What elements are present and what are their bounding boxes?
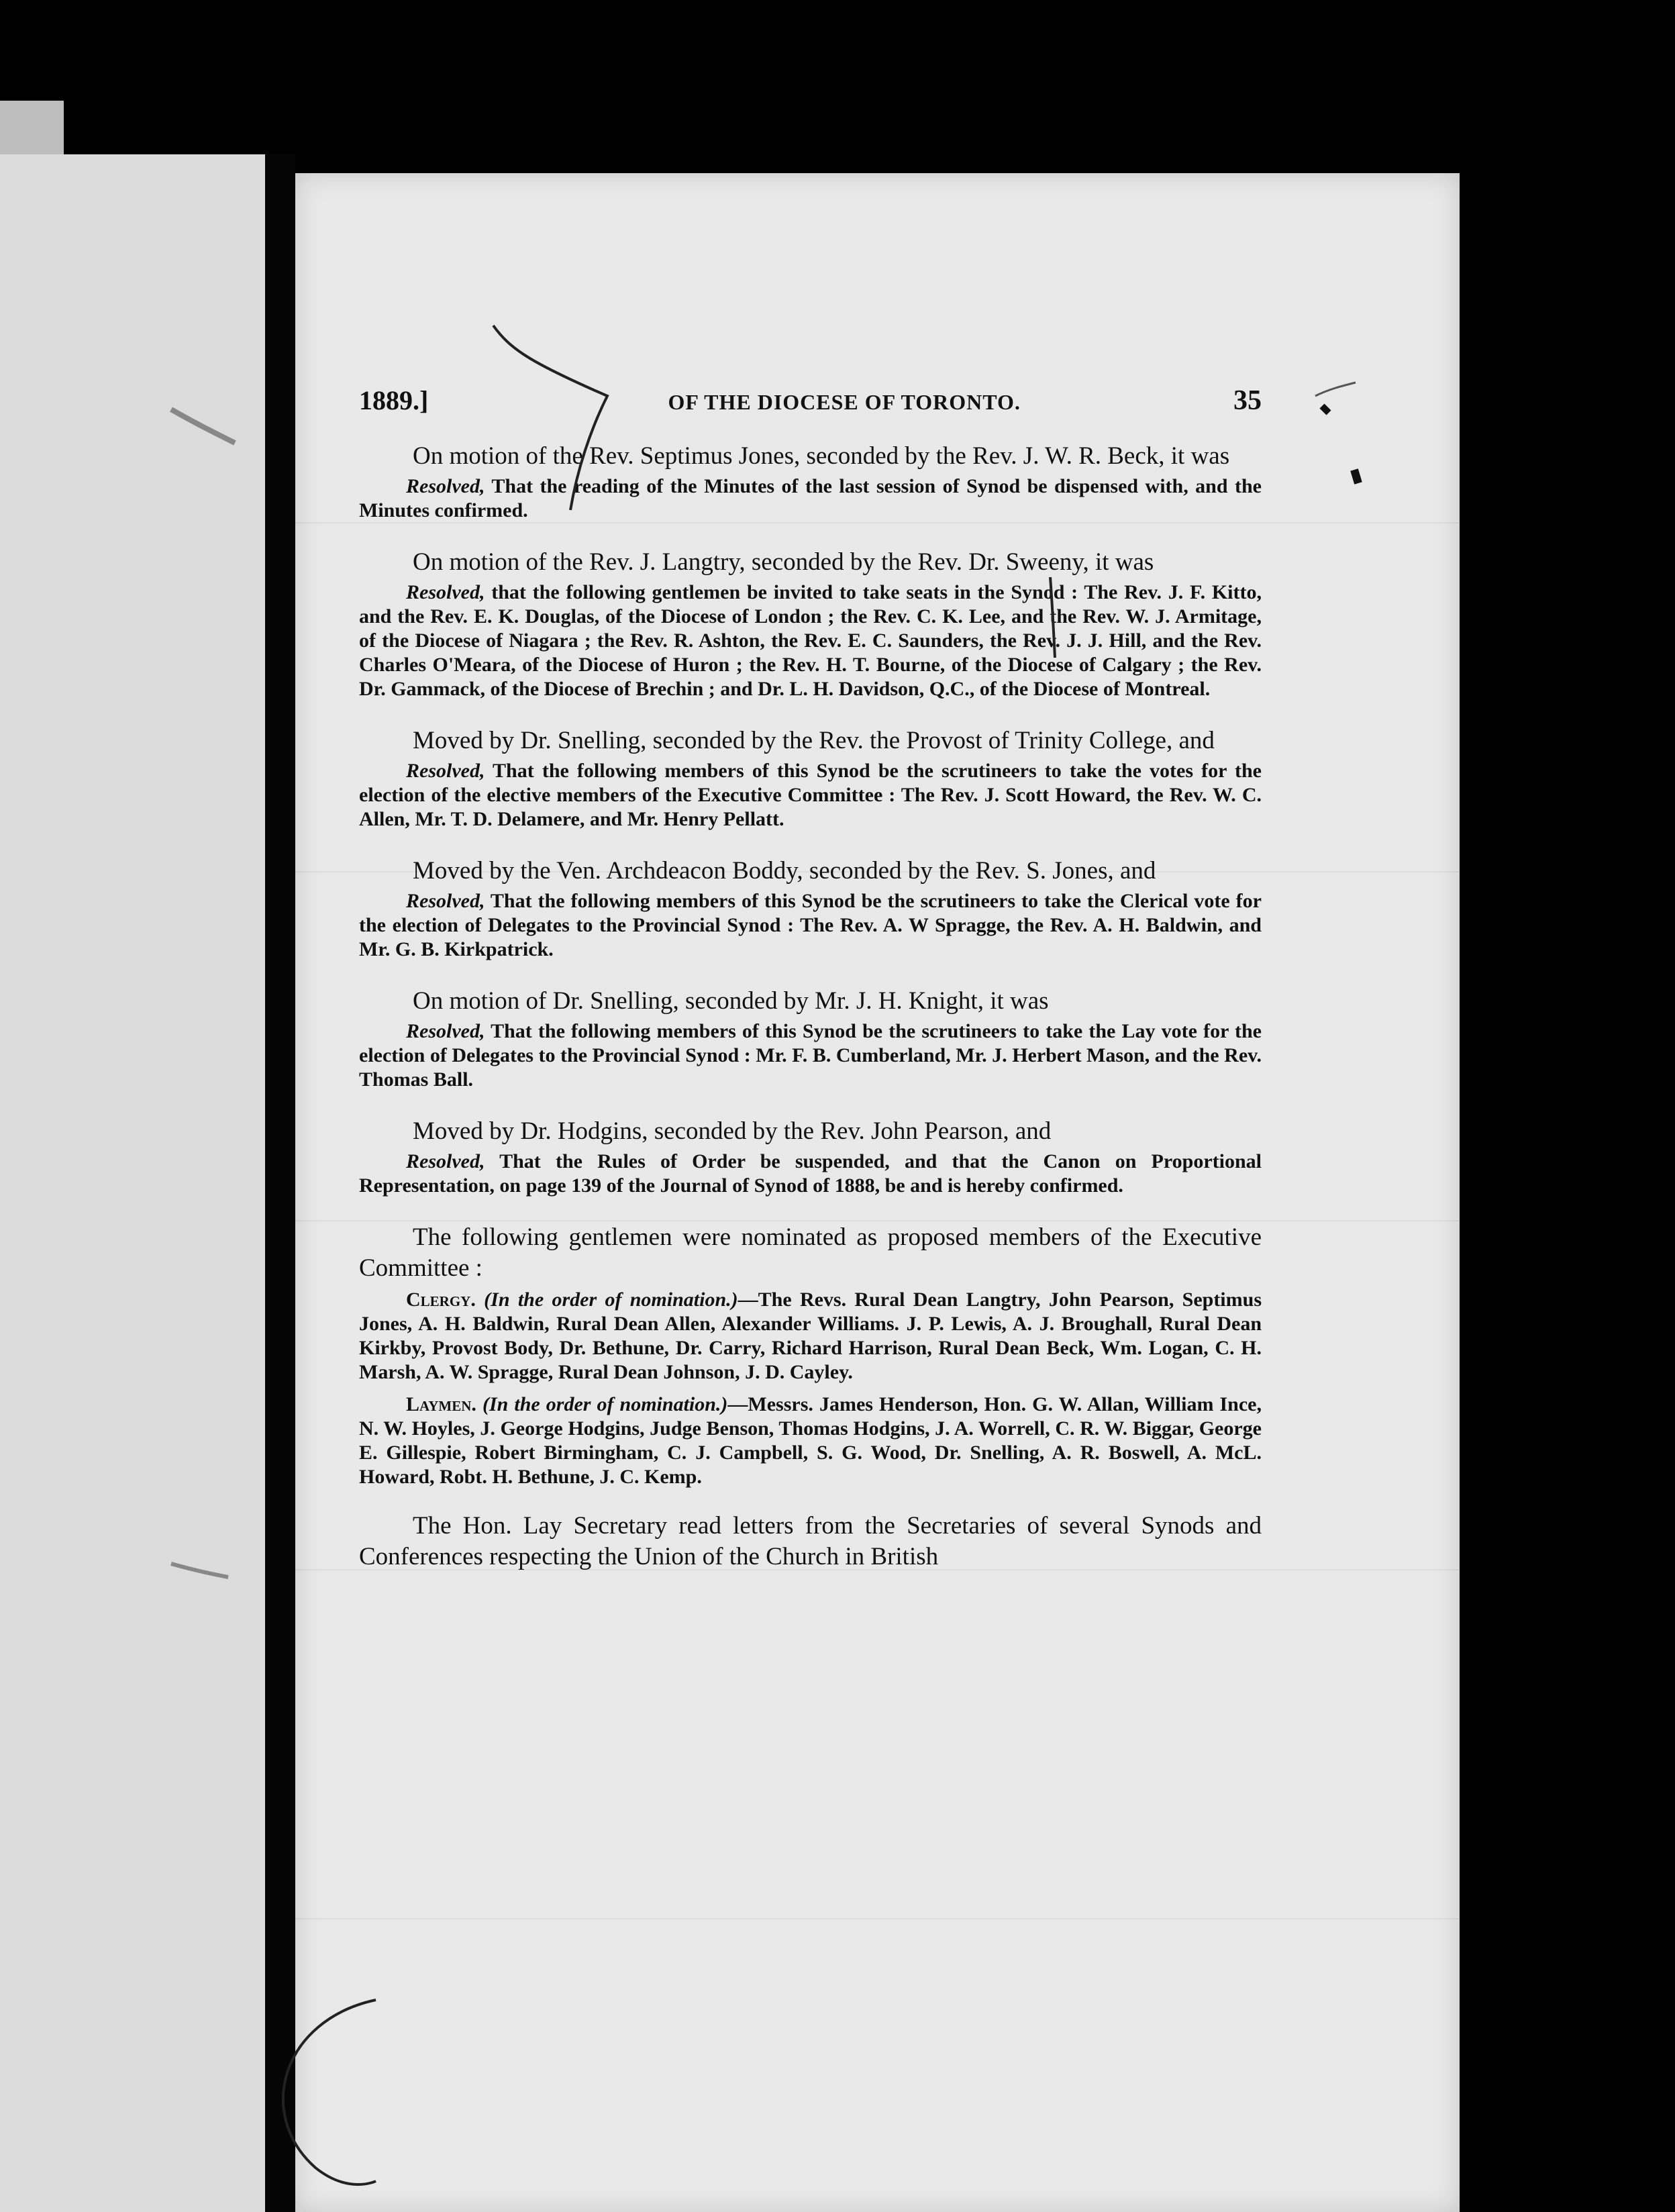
resolution-paragraph — [359, 474, 1262, 523]
book-page — [295, 173, 1460, 2212]
resolution-paragraph — [359, 1150, 1262, 1198]
resolution-paragraph — [359, 1019, 1262, 1092]
previous-page-corner — [0, 101, 64, 154]
resolution-text: That the following members of this Synod be the scrutineers to take the Clerical vote for the election of Delegates to the Provincial Synod : The Rev. A. W Spragge, the Rev. A. H. Baldwin, and Mr. G. B. Kirkpatrick. — [359, 890, 1262, 960]
resolution-lead: Resolved, — [406, 760, 485, 782]
previous-page-edge — [0, 154, 269, 2212]
resolution-text: That the following members of this Synod be the scrutineers to take the Lay vote for the election of Delegates to the Provincial Synod : Mr. F. B. Cumberland, Mr. J. Herbert Mason, and the Rev. Thomas Ball. — [359, 1020, 1262, 1091]
motion-text: Moved by the Ven. Archdeacon Boddy, seconded by the Rev. S. Jones, and — [413, 857, 1156, 885]
resolution-paragraph — [359, 581, 1262, 701]
header-year: 1889.] — [359, 385, 429, 415]
motion-text: On motion of the Rev. J. Langtry, seconded by the Rev. Dr. Sweeny, it was — [413, 548, 1154, 576]
motion-text: On motion of the Rev. Septimus Jones, seconded by the Rev. J. W. R. Beck, it was — [413, 442, 1230, 470]
laymen-nominations — [359, 1393, 1262, 1489]
page-number: 35 — [1233, 385, 1262, 416]
resolution-text: that the following gentlemen be invited to take seats in the Synod : The Rev. J. F. Kitto, and the Rev. E. K. Douglas, of the Diocese of London ; the Rev. C. K. Lee, and the Rev. W. J. Armitage, of the Diocese of Niagara ; the Rev. R. Ashton, the Rev. E. C. Saunders, the Rev. J. J. Hill, and the Rev. Charles O'Meara, of the Diocese of Huron ; the Rev. H. T. Bourne, of the Diocese of Calgary ; the Rev. Dr. Gammack, of the Diocese of Brechin ; and Dr. L. H. Davidson, Q.C., of the Diocese of Montreal. — [359, 581, 1262, 700]
running-header — [359, 385, 1262, 422]
nominations-intro: The following gentlemen were nominated as proposed members of the Executive Committee : — [359, 1223, 1262, 1282]
motion-text: On motion of Dr. Snelling, seconded by Mr. J. H. Knight, it was — [413, 987, 1049, 1015]
clergy-heading: Clergy. — [406, 1289, 476, 1311]
laymen-order-note: (In the order of nomination.) — [482, 1393, 728, 1415]
resolution-lead: Resolved, — [406, 890, 485, 912]
closing-paragraph: The Hon. Lay Secretary read letters from the Secretaries of several Synods and Conferences respecting the Union of the Church in British — [359, 1512, 1262, 1570]
resolution-lead: Resolved, — [406, 1020, 485, 1042]
clergy-names: —The Revs. Rural Dean Langtry, John Pearson, Septimus Jones, A. H. Baldwin, Rural Dean Allen, Alexander Williams. J. P. Lewis, A. J. Broughall, Rural Dean Kirkby, Provost Body, Dr. Bethune, Dr. Carry, Richard Harrison, Rural Dean Beck, Wm. Logan, C. H. Marsh, A. W. Spragge, Rural Dean Johnson, J. D. Cayley. — [359, 1289, 1262, 1383]
resolution-lead: Resolved, — [406, 1150, 485, 1172]
resolution-text: That the reading of the Minutes of the last session of Synod be dispensed with, and the Minutes confirmed. — [359, 475, 1262, 521]
clergy-order-note: (In the order of nomination.) — [484, 1289, 738, 1311]
motion-text: Moved by Dr. Hodgins, seconded by the Rev. John Pearson, and — [413, 1117, 1052, 1145]
header-title: OF THE DIOCESE OF TORONTO. — [668, 390, 1021, 414]
resolution-lead: Resolved, — [406, 581, 485, 603]
book-binding — [265, 154, 295, 2212]
clergy-nominations — [359, 1288, 1262, 1385]
resolution-text: That the following members of this Synod be the scrutineers to take the votes for the election of the elective members of the Executive Committee : The Rev. J. Scott Howard, the Rev. W. C. Allen, Mr. T. D. Delamere, and Mr. Henry Pellatt. — [359, 760, 1262, 830]
laymen-names: —Messrs. James Henderson, Hon. G. W. Allan, William Ince, N. W. Hoyles, J. George Hodgins, Judge Benson, Thomas Hodgins, J. A. Worrell, C. R. W. Biggar, George E. Gillespie, Robert Birmingham, C. J. Campbell, S. G. Wood, Dr. Snelling, A. R. Boswell, A. McL. Howard, Robt. H. Bethune, J. C. Kemp. — [359, 1393, 1262, 1488]
resolution-lead: Resolved, — [406, 475, 485, 497]
motion-text: Moved by Dr. Snelling, seconded by the Rev. the Provost of Trinity College, and — [413, 727, 1215, 754]
resolution-paragraph — [359, 889, 1262, 962]
laymen-heading: Laymen. — [406, 1393, 476, 1415]
resolution-paragraph — [359, 759, 1262, 832]
page-content — [359, 385, 1262, 1572]
resolution-text: That the Rules of Order be suspended, and that the Canon on Proportional Representation, on page 139 of the Journal of Synod of 1888, be and is hereby confirmed. — [359, 1150, 1262, 1197]
